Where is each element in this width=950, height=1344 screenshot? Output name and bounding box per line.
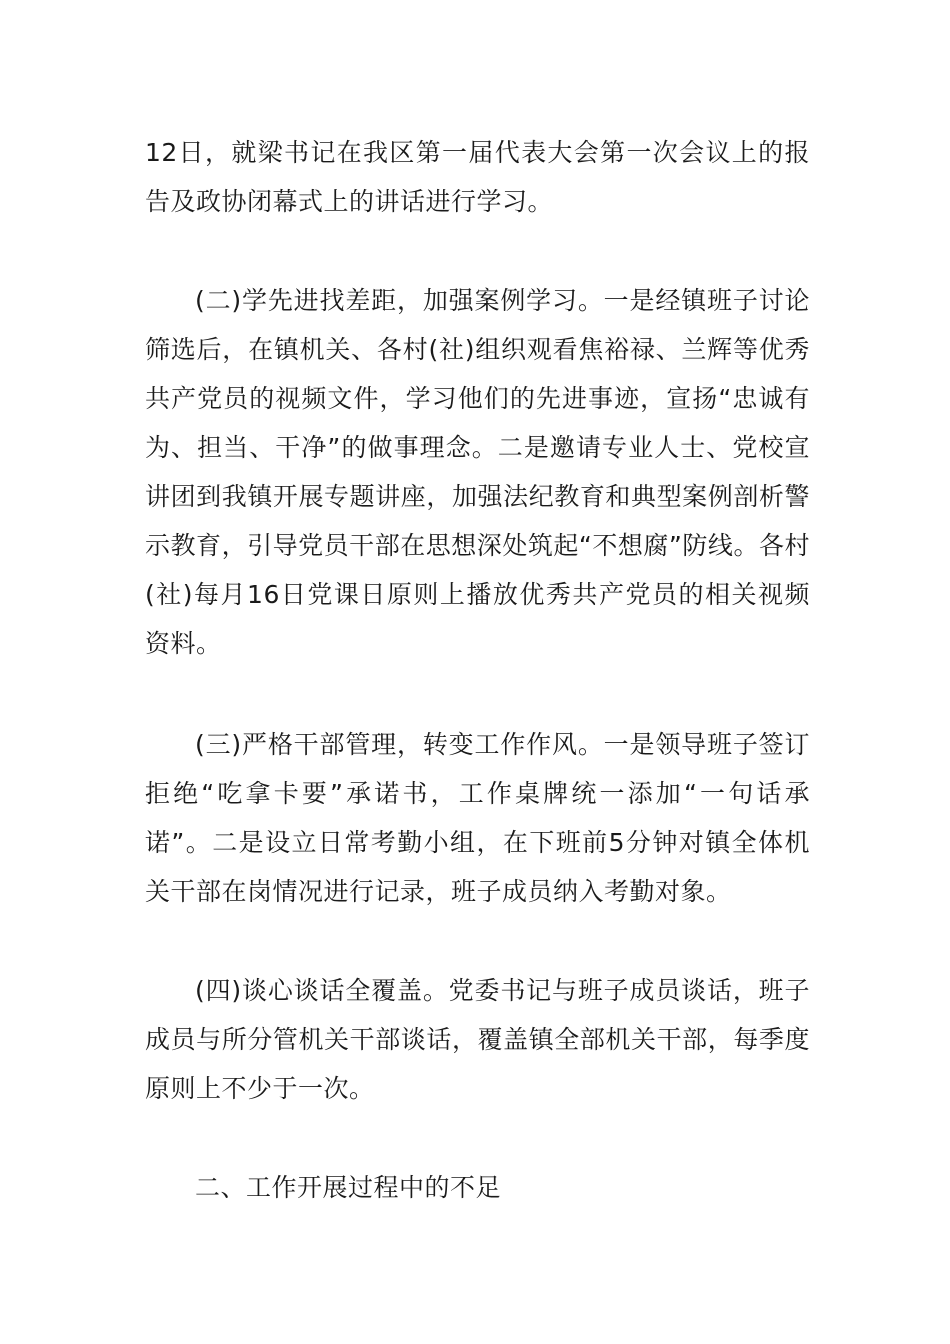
paragraph-learn-advanced: [145, 276, 810, 668]
paragraph-study-report: [145, 128, 810, 226]
paragraph-text: (四)谈心谈话全覆盖。党委书记与班子成员谈话，班子成员与所分管机关干部谈话，覆盖镇全部机关干部，每季度原则上不少于一次。: [145, 976, 810, 1103]
section-heading-text: 二、工作开展过程中的不足: [195, 1173, 502, 1202]
paragraph-text: (二)学先进找差距，加强案例学习。一是经镇班子讨论筛选后，在镇机关、各村(社)组织观看焦裕禄、兰辉等优秀共产党员的视频文件，学习他们的先进事迹，宣扬“忠诚有为、担当、干净”的做事理念。二是邀请专业人士、党校宣讲团到我镇开展专题讲座，加强法纪教育和典型案例剖析警示教育，引导党员干部在思想深处筑起“不想腐”防线。各村(社)每月16日党课日原则上播放优秀共产党员的相关视频资料。: [145, 286, 810, 658]
paragraph-cadre-management: [145, 720, 810, 916]
paragraph-text: (三)严格干部管理，转变工作作风。一是领导班子签订拒绝“吃拿卡要”承诺书，工作桌牌统一添加“一句话承诺”。二是设立日常考勤小组，在下班前5分钟对镇全体机关干部在岗情况进行记录，班子成员纳入考勤对象。: [145, 730, 810, 906]
paragraph-heart-talks: [145, 966, 810, 1113]
section-heading-shortcomings: [145, 1163, 810, 1212]
paragraph-text: 12日，就梁书记在我区第一届代表大会第一次会议上的报告及政协闭幕式上的讲话进行学习。: [145, 138, 810, 216]
